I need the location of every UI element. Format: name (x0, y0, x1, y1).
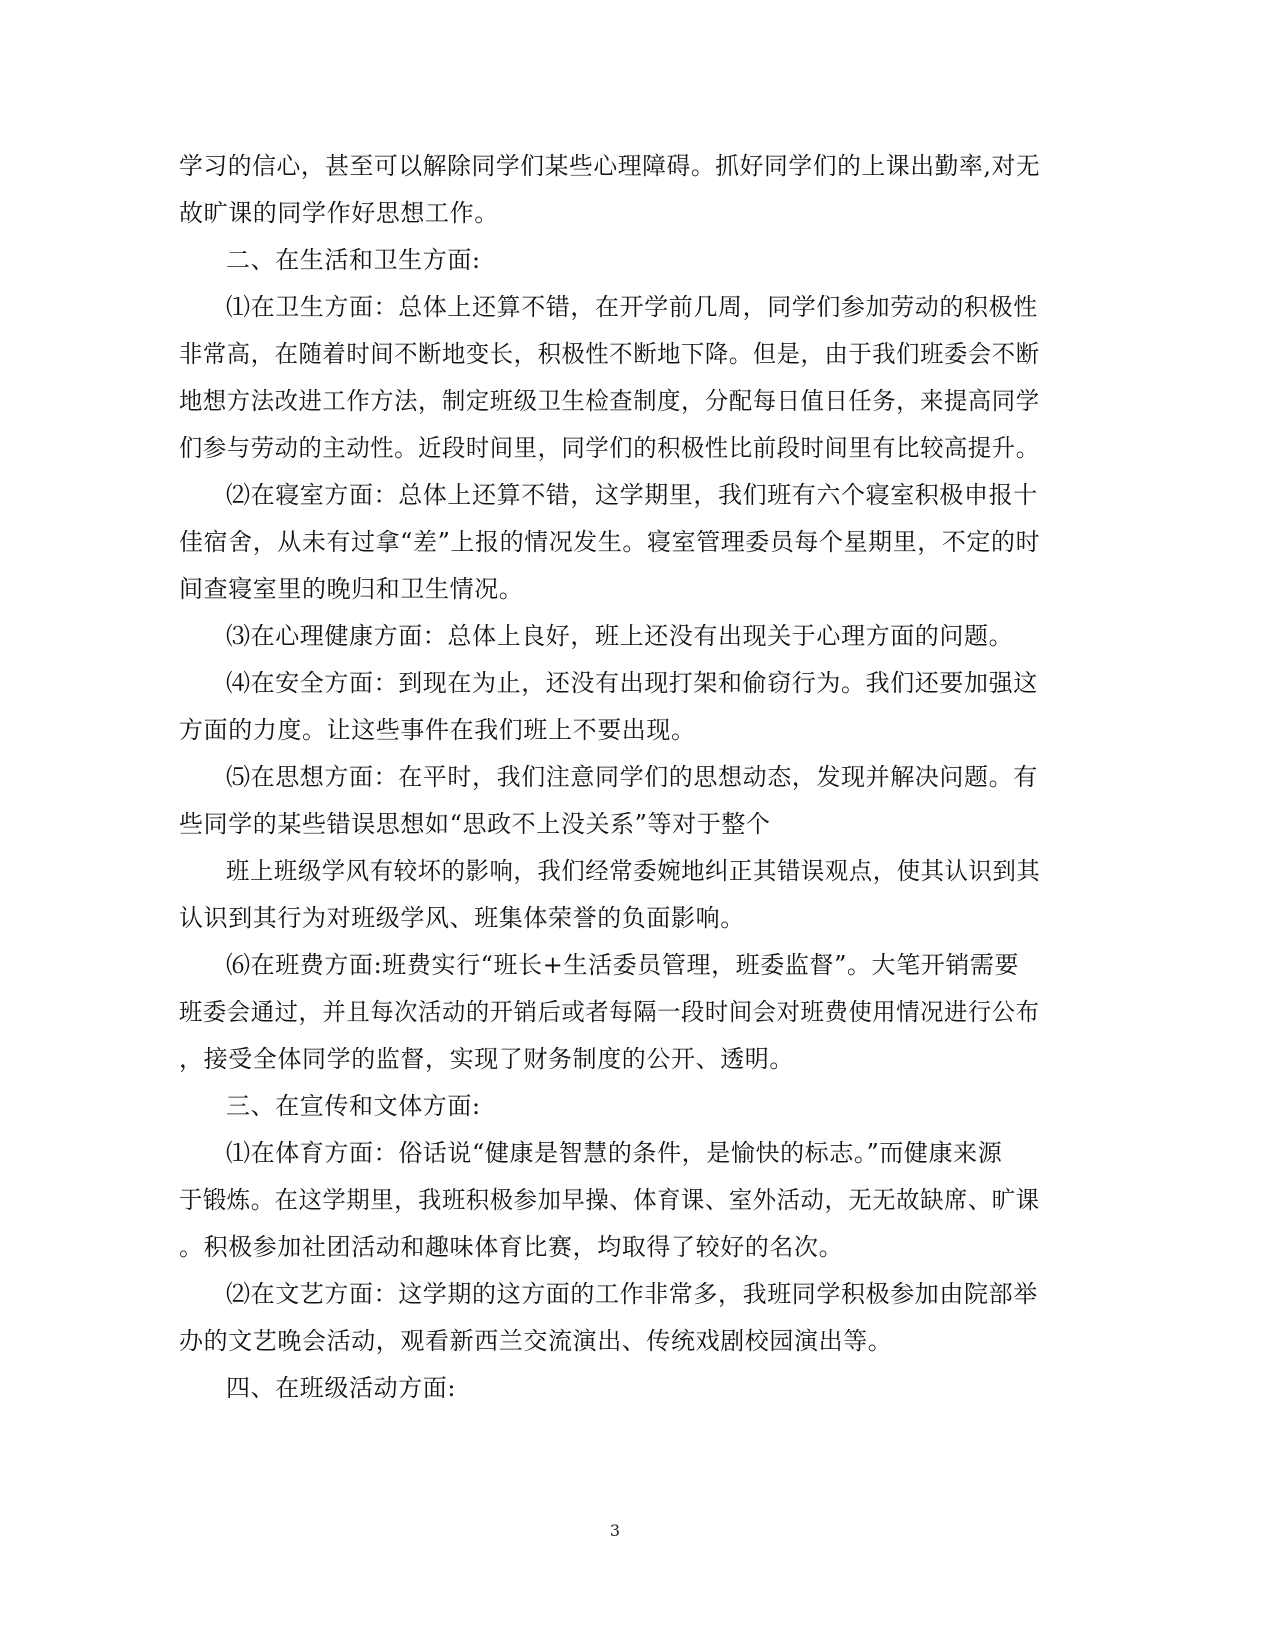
paragraph-line: 地想方法改进工作方法，制定班级卫生检查制度，分配每日值日任务，来提高同学 (179, 387, 1040, 415)
paragraph-line: ⑶在心理健康方面：总体上良好，班上还没有出现关于心理方面的问题。 (226, 622, 1014, 650)
paragraph-line: ⑹在班费方面:班费实行“班长+生活委员管理，班委监督”。大笔开销需要 (226, 951, 1020, 979)
paragraph-line: 班委会通过，并且每次活动的开销后或者每隔一段时间会对班费使用情况进行公布 (179, 998, 1040, 1026)
paragraph-line: ⑷在安全方面：到现在为止，还没有出现打架和偷窃行为。我们还要加强这 (226, 669, 1038, 697)
paragraph-line: 佳宿舍，从未有过拿“差”上报的情况发生。寝室管理委员每个星期里，不定的时 (179, 528, 1041, 556)
paragraph-line: 们参与劳动的主动性。近段时间里，同学们的积极性比前段时间里有比较高提升。 (179, 434, 1040, 462)
paragraph-line: 。积极参加社团活动和趣味体育比赛，均取得了较好的名次。 (179, 1233, 844, 1261)
paragraph-line: ⑴在体育方面：俗话说“健康是智慧的条件，是愉快的标志。”而健康来源 (226, 1139, 1003, 1167)
section-heading: 四、在班级活动方面: (226, 1374, 457, 1402)
paragraph-line: 非常高，在随着时间不断地变长，积极性不断地下降。但是，由于我们班委会不断 (179, 340, 1040, 368)
paragraph-line: 认识到其行为对班级学风、班集体荣誉的负面影响。 (179, 904, 745, 932)
paragraph-line: ⑵在寝室方面：总体上还算不错，这学期里，我们班有六个寝室积极申报十 (226, 481, 1038, 509)
paragraph-line: ⑴在卫生方面：总体上还算不错，在开学前几周，同学们参加劳动的积极性 (226, 293, 1038, 321)
paragraph-line: ⑸在思想方面：在平时，我们注意同学们的思想动态，发现并解决问题。有 (226, 763, 1038, 791)
paragraph-line: 些同学的某些错误思想如“思政不上没关系”等对于整个 (179, 810, 771, 838)
section-heading: 三、在宣传和文体方面: (226, 1092, 481, 1120)
paragraph-line: ⑵在文艺方面：这学期的这方面的工作非常多，我班同学积极参加由院部举 (226, 1280, 1038, 1308)
section-heading: 二、在生活和卫生方面: (226, 246, 481, 274)
paragraph-line: 班上班级学风有较坏的影响，我们经常委婉地纠正其错误观点，使其认识到其 (226, 857, 1041, 885)
paragraph-line: 办的文艺晚会活动，观看新西兰交流演出、传统戏剧校园演出等。 (179, 1327, 893, 1355)
paragraph-line: 于锻炼。在这学期里，我班积极参加早操、体育课、室外活动，无无故缺席、旷课 (179, 1186, 1040, 1214)
paragraph-line: 学习的信心，甚至可以解除同学们某些心理障碍。抓好同学们的上课出勤率,对无 (179, 152, 1041, 180)
paragraph-line: 间查寝室里的晚归和卫生情况。 (179, 575, 524, 603)
page-number: 3 (609, 1521, 621, 1540)
paragraph-line: ，接受全体同学的监督，实现了财务制度的公开、透明。 (179, 1045, 794, 1073)
paragraph-line: 故旷课的同学作好思想工作。 (179, 199, 499, 227)
paragraph-line: 方面的力度。让这些事件在我们班上不要出现。 (179, 716, 696, 744)
